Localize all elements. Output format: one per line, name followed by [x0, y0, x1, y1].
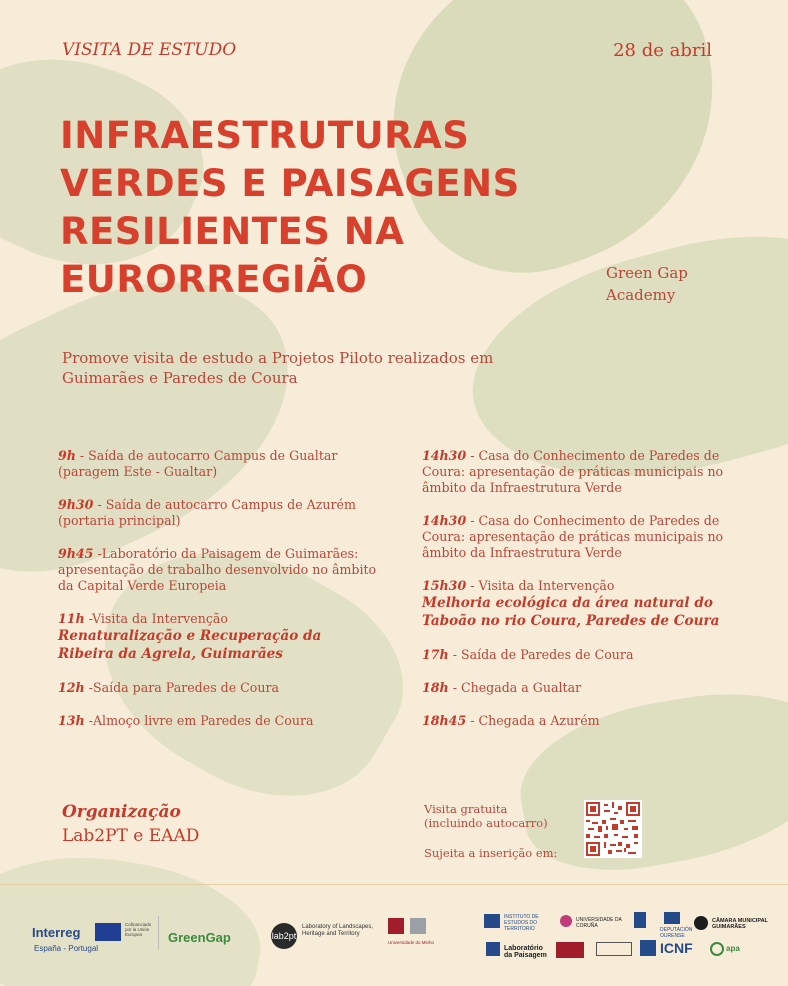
- schedule-item: [422, 647, 742, 663]
- schedule-item: [422, 448, 742, 496]
- laboratorio-paisagem-logo: Laboratório da Paisagem: [504, 945, 547, 959]
- schedule-item: [58, 497, 378, 529]
- leaf-shape: [0, 835, 272, 986]
- academy-line: Green Gap: [606, 264, 688, 282]
- schedule-text: -Laboratório da Paisagem de Guimarães: apresentação de trabalho desenvolvido no âmbito da Capital Verde Europeia: [58, 546, 377, 593]
- schedule-text: -Saída para Paredes de Coura: [84, 680, 280, 695]
- eaad-logo: [410, 918, 426, 934]
- instituto-logo: [484, 914, 500, 928]
- schedule-highlight: Renaturalização e Recuperação da Ribeira da Agrela, Guimarães: [58, 628, 322, 662]
- title-line: VERDES E PAISAGENS: [60, 162, 520, 205]
- concello-logo: [634, 912, 646, 928]
- schedule-time: 14h30: [422, 448, 467, 463]
- schedule-item: [422, 713, 742, 729]
- schedule-right: [422, 448, 742, 746]
- schedule-time: 13h: [58, 713, 85, 728]
- schedule-text: - Saída de Paredes de Coura: [448, 647, 634, 662]
- schedule-item: [422, 680, 742, 696]
- schedule-time: 11h: [58, 611, 85, 626]
- icnf-mark-icon: [640, 940, 656, 956]
- lab2pt-logo: lab2pt: [271, 923, 297, 949]
- camara-logo: [694, 916, 708, 930]
- schedule-text: - Visita da Intervenção: [466, 578, 615, 593]
- deputacion-text: DEPUTACIÓN OURENSE: [660, 927, 693, 939]
- schedule-text: - Chegada a Azurém: [466, 713, 600, 728]
- schedule-time: 9h: [58, 448, 76, 463]
- schedule-item: [58, 546, 378, 594]
- greengap-logo: GreenGap: [168, 930, 231, 945]
- logo-separator: [158, 916, 159, 950]
- promo-text: Promove visita de estudo a Projetos Piloto realizados em Guimarães e Paredes de Coura: [62, 349, 494, 387]
- schedule-time: 9h45: [58, 546, 94, 561]
- schedule-item: [58, 680, 378, 696]
- deputacion-logo: [664, 912, 680, 924]
- qr-code-icon[interactable]: [584, 800, 642, 858]
- camara-text: CÂMARA MUNICIPAL GUIMARÃES: [712, 918, 768, 930]
- title-line: EURORREGIÃO: [60, 258, 368, 301]
- schedule-time: 17h: [422, 647, 449, 662]
- eu-flag-icon: [95, 923, 121, 941]
- apa-mark-icon: [710, 942, 724, 956]
- interreg-logo: Interreg: [32, 925, 81, 940]
- schedule-left: [58, 448, 378, 746]
- academy-line: Academy: [606, 286, 676, 304]
- event-type: VISITA DE ESTUDO: [62, 40, 237, 60]
- interreg-subtitle: España - Portugal: [34, 944, 99, 953]
- eu-cofinance-text: Cofinanciado por la Unión Europea: [125, 922, 152, 937]
- organization-label: Organização: [62, 802, 181, 822]
- title-line: INFRAESTRUTURAS: [60, 114, 470, 157]
- schedule-text: -Visita da Intervenção: [84, 611, 229, 626]
- schedule-text: - Casa do Conhecimento de Paredes de Coura: apresentação de práticas municipais no âmbito da Infraestrutura Verde: [422, 448, 724, 495]
- event-date: 28 de abril: [613, 40, 712, 61]
- schedule-text: - Casa do Conhecimento de Paredes de Coura: apresentação de práticas municipais no âmbito da Infraestrutura Verde: [422, 513, 724, 560]
- academy-label: [606, 262, 726, 306]
- lab2pt-text: Laboratory of Landscapes, Heritage and Territory: [302, 924, 374, 937]
- schedule-time: 9h30: [58, 497, 94, 512]
- organization-name: Lab2PT e EAAD: [62, 826, 200, 846]
- schedule-text: -Almoço livre em Paredes de Coura: [84, 713, 314, 728]
- free-visit-line: Visita gratuita: [424, 802, 508, 816]
- registration-note: Sujeita a inserição em:: [424, 846, 558, 860]
- schedule-text: - Chegada a Gualtar: [448, 680, 582, 695]
- schedule-item: [58, 713, 378, 729]
- schedule-time: 15h30: [422, 578, 467, 593]
- apa-logo: apa: [726, 944, 740, 953]
- udc-logo: [560, 915, 572, 927]
- free-visit-note: [424, 802, 594, 830]
- instituto-text: INSTITUTO DE ESTUDOS DO TERRITORIO: [504, 914, 539, 932]
- free-visit-line: (incluindo autocarro): [424, 816, 548, 830]
- xunta-logo: [486, 942, 500, 956]
- municipio-logo: [556, 942, 584, 958]
- schedule-text: - Saída de autocarro Campus de Azurém (portaria principal): [58, 497, 356, 528]
- uminho-logo: [388, 918, 404, 934]
- footer-divider: [0, 884, 788, 885]
- schedule-item: [58, 448, 378, 480]
- schedule-time: 12h: [58, 680, 85, 695]
- partner-logo: [596, 942, 632, 956]
- schedule-highlight: Melhoria ecológica da área natural do Taboão no rio Coura, Paredes de Coura: [422, 595, 720, 629]
- schedule-time: 18h: [422, 680, 449, 695]
- title-line: RESILIENTES NA: [60, 210, 405, 253]
- poster-title: [60, 112, 620, 304]
- schedule-item: [58, 611, 378, 663]
- schedule-time: 14h30: [422, 513, 467, 528]
- schedule-item: [422, 578, 742, 630]
- schedule-item: [422, 513, 742, 561]
- udc-text: UNIVERSIDADE DA CORUÑA: [576, 917, 622, 929]
- uminho-text: Universidade do Minho: [388, 940, 435, 945]
- schedule-text: - Saída de autocarro Campus de Gualtar (paragem Este - Gualtar): [58, 448, 338, 479]
- icnf-logo: ICNF: [660, 940, 693, 956]
- schedule-time: 18h45: [422, 713, 467, 728]
